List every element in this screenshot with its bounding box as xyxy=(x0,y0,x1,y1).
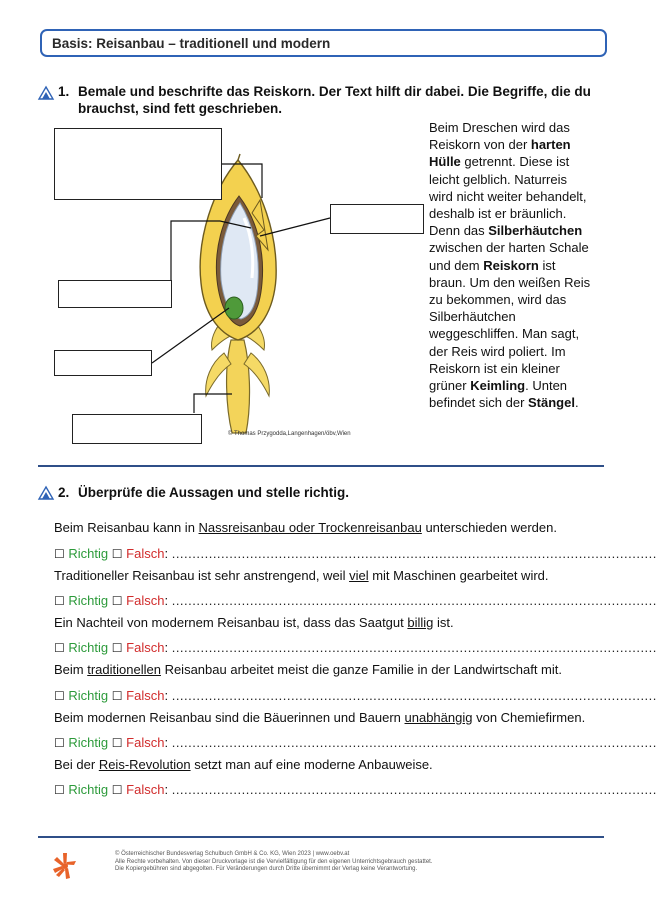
footer-line: © Österreichischer Bundesverlag Schulbuch GmbH & Co. KG, Wien 2023 | www.oebv.at xyxy=(115,851,350,857)
text-line: Hülle getrennt. Diese ist xyxy=(429,154,570,170)
colon: : xyxy=(164,782,169,797)
label-box-middle[interactable] xyxy=(58,280,172,308)
falsch-label: Falsch xyxy=(126,593,165,608)
colon: : xyxy=(164,593,169,608)
correction-line[interactable]: ...................................................................................................................... xyxy=(171,640,657,655)
checkbox-richtig[interactable]: ☐ xyxy=(54,641,65,655)
richtig-label: Richtig xyxy=(68,735,109,750)
text-line: wird nicht weiter behandelt, xyxy=(429,188,587,204)
checkbox-richtig[interactable]: ☐ xyxy=(54,689,65,703)
footer-divider xyxy=(38,836,604,838)
richtig-label: Richtig xyxy=(68,640,109,655)
text-line: grüner Keimling. Unten xyxy=(429,378,568,394)
falsch-label: Falsch xyxy=(126,735,165,750)
answer-row-2 xyxy=(54,593,657,608)
text-line: weggeschliffen. Man sagt, xyxy=(429,326,580,342)
answer-row-1 xyxy=(54,546,657,561)
text-line: und dem Reiskorn ist xyxy=(429,257,556,273)
text-line: der Reis wird poliert. Im xyxy=(429,343,566,359)
task2-title: Überprüfe die Aussagen und stelle richtig. xyxy=(78,485,350,500)
level-triangle-icon xyxy=(38,86,54,100)
checkbox-richtig[interactable]: ☐ xyxy=(54,547,65,561)
task2-number: 2. xyxy=(58,485,70,500)
footer-line: Alle Rechte vorbehalten. Von dieser Druckvorlage ist die Vervielfältigung für den eigenen Unterrichtsgebrauch gestattet. xyxy=(115,858,433,865)
statement-4: Beim traditionellen Reisanbau arbeitet meist die ganze Familie in der Landwirtschaft mit. xyxy=(54,662,562,677)
colon: : xyxy=(164,688,169,703)
task1-title-line2: brauchst, sind fett geschrieben. xyxy=(78,101,283,116)
text-line: leicht gelblich. Naturreis xyxy=(429,171,568,187)
falsch-label: Falsch xyxy=(126,546,165,561)
text-line: braun. Um den weißen Reis xyxy=(429,274,591,290)
statement-3: Ein Nachteil von modernem Reisanbau ist, dass das Saatgut billig ist. xyxy=(54,615,454,630)
correction-line[interactable]: ...................................................................................................................... xyxy=(171,593,657,608)
correction-line[interactable]: ...................................................................................................................... xyxy=(171,782,657,797)
worksheet-title: Basis: Reisanbau – traditionell und modern xyxy=(40,29,607,57)
task1-description xyxy=(429,119,599,411)
checkbox-richtig[interactable]: ☐ xyxy=(54,783,65,797)
statement-6: Bei der Reis-Revolution setzt man auf eine moderne Anbauweise. xyxy=(54,757,433,772)
correction-line[interactable]: ...................................................................................................................... xyxy=(171,546,657,561)
correction-line[interactable]: ...................................................................................................................... xyxy=(171,735,657,750)
text-line: Beim Dreschen wird das xyxy=(429,120,570,135)
checkbox-falsch[interactable]: ☐ xyxy=(111,736,123,750)
falsch-label: Falsch xyxy=(126,688,165,703)
text-line: Silberhäutchen xyxy=(429,309,516,325)
checkbox-falsch[interactable]: ☐ xyxy=(111,689,123,703)
checkbox-falsch[interactable]: ☐ xyxy=(111,783,123,797)
text-line: zu bekommen, wird das xyxy=(429,292,567,308)
richtig-label: Richtig xyxy=(68,546,109,561)
checkbox-falsch[interactable]: ☐ xyxy=(111,547,123,561)
statement-2: Traditioneller Reisanbau ist sehr anstrengend, weil viel mit Maschinen gearbeitet wird. xyxy=(54,568,549,583)
section-divider xyxy=(38,465,604,467)
text-line: zwischen der harten Schale xyxy=(429,240,589,256)
colon: : xyxy=(164,546,169,561)
label-box-bottom[interactable] xyxy=(72,414,202,444)
footer-line: Die Kopiergebühren sind abgegolten. Für Veränderungen durch Dritte übernimmt der Verlag keine Verantwortung. xyxy=(115,866,418,873)
task1-title xyxy=(78,83,598,117)
colon: : xyxy=(164,735,169,750)
answer-row-3 xyxy=(54,640,657,655)
level-triangle-icon xyxy=(38,486,54,500)
statement-5: Beim modernen Reisanbau sind die Bäuerinnen und Bauern unabhängig von Chemiefirmen. xyxy=(54,710,586,725)
text-line: befindet sich der Stängel. xyxy=(429,395,579,411)
checkbox-falsch[interactable]: ☐ xyxy=(111,641,123,655)
label-box-lower[interactable] xyxy=(54,350,152,376)
text-line: deshalb ist er bräunlich. xyxy=(429,206,567,222)
text-line: Denn das Silberhäutchen xyxy=(429,223,583,239)
image-credit: © Thomas Przygodda,Langenhagen/öbv,Wien xyxy=(228,431,351,437)
colon: : xyxy=(164,640,169,655)
label-box-right[interactable] xyxy=(330,204,424,234)
richtig-label: Richtig xyxy=(68,688,109,703)
task1-title-line1: Bemale und beschrifte das Reiskorn. Der Text hilft dir dabei. Die Begriffe, die du xyxy=(78,84,591,99)
answer-row-6 xyxy=(54,782,657,797)
richtig-label: Richtig xyxy=(68,593,109,608)
task1-number: 1. xyxy=(58,84,70,99)
checkbox-richtig[interactable]: ☐ xyxy=(54,594,65,608)
checkbox-richtig[interactable]: ☐ xyxy=(54,736,65,750)
falsch-label: Falsch xyxy=(126,640,165,655)
statement-1: Beim Reisanbau kann in Nassreisanbau oder Trockenreisanbau unterschieden werden. xyxy=(54,520,557,535)
falsch-label: Falsch xyxy=(126,782,165,797)
answer-row-4 xyxy=(54,688,657,703)
checkbox-falsch[interactable]: ☐ xyxy=(111,594,123,608)
oebv-star-logo xyxy=(52,852,78,880)
footer-copyright xyxy=(115,851,433,874)
correction-line[interactable]: ...................................................................................................................... xyxy=(171,688,657,703)
richtig-label: Richtig xyxy=(68,782,109,797)
answer-row-5 xyxy=(54,735,657,750)
label-box-top[interactable] xyxy=(54,128,222,200)
text-line: Reiskorn ist ein kleiner xyxy=(429,360,560,376)
text-line: Reiskorn von der harten xyxy=(429,137,571,153)
